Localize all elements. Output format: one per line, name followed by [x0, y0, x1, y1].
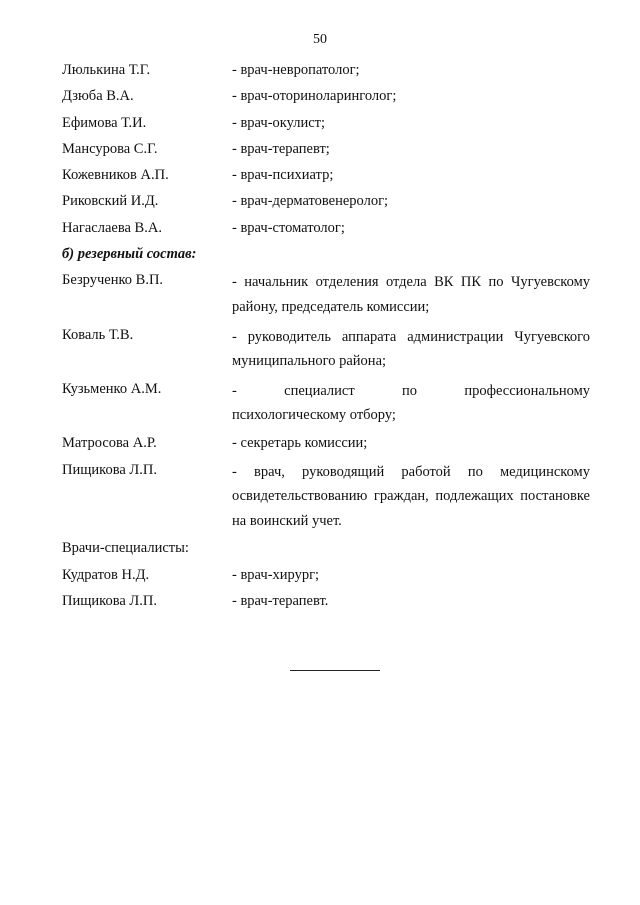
member-role: - секретарь комиссии; — [232, 435, 368, 452]
role-word: специалист — [284, 382, 355, 399]
member-role: - руководитель аппарата администрации Чугуевского муниципального района; — [232, 328, 590, 370]
member-role: - врач-психиатр; — [232, 167, 334, 184]
list-item — [62, 86, 590, 107]
list-item — [62, 165, 590, 186]
main-commission-list — [62, 60, 590, 239]
member-name: Дзюба В.А. — [62, 88, 134, 105]
member-name: Кузьменко А.М. — [62, 380, 162, 397]
list-item — [62, 270, 590, 319]
member-name: Пищикова Л.П. — [62, 592, 157, 609]
list-item — [62, 139, 590, 160]
member-name: Нагаслаева В.А. — [62, 219, 162, 236]
member-role: - начальник отделения отдела ВК ПК по Чугуевскому району, председатель комиссии; — [232, 274, 590, 315]
closing-divider — [290, 670, 380, 671]
member-role: - врач-хирург; — [232, 566, 320, 583]
role-word: - — [232, 382, 237, 399]
member-name: Безрученко В.П. — [62, 272, 164, 289]
role-second-line: психологическому отбору; — [232, 407, 396, 424]
member-name: Мансурова С.Г. — [62, 140, 158, 157]
member-name: Пищикова Л.П. — [62, 461, 157, 478]
member-role: - врач, руководящий работой по медицинскому освидетельствованию граждан, подлежащих постановке на воинский учет. — [232, 463, 590, 529]
member-role: - врач-стоматолог; — [232, 219, 345, 236]
member-role: - врач-терапевт; — [232, 140, 330, 157]
list-item — [62, 113, 590, 134]
specialists-heading: Врачи-специалисты: — [62, 540, 189, 557]
list-item — [62, 591, 590, 612]
list-item — [62, 565, 590, 586]
member-name: Матросова А.Р. — [62, 435, 157, 452]
role-first-line — [232, 379, 590, 404]
member-name: Ефимова Т.И. — [62, 114, 147, 131]
list-item — [62, 325, 590, 374]
role-word: профессиональному — [464, 382, 590, 399]
member-name: Люлькина Т.Г. — [62, 62, 151, 78]
list-item — [62, 60, 590, 81]
member-role — [232, 379, 590, 428]
member-role: - врач-терапевт. — [232, 592, 329, 609]
member-role: - врач-невропатолог; — [232, 62, 360, 78]
member-name: Коваль Т.В. — [62, 326, 134, 343]
reserve-commission-list — [62, 270, 590, 533]
list-item — [62, 433, 590, 454]
specialists-list — [62, 565, 590, 612]
member-name: Кожевников А.П. — [62, 167, 169, 184]
page-number: 50 — [313, 32, 327, 47]
role-word: по — [401, 382, 417, 399]
member-role: - врач-оториноларинголог; — [232, 88, 397, 105]
member-role: - врач-дерматовенеролог; — [232, 193, 389, 210]
member-name: Риковский И.Д. — [62, 193, 159, 210]
reserve-section-heading: б) резервный состав: — [62, 246, 197, 263]
member-name: Кудратов Н.Д. — [62, 566, 150, 583]
member-role: - врач-окулист; — [232, 114, 326, 131]
document-body — [62, 60, 590, 617]
list-item — [62, 379, 590, 428]
list-item — [62, 218, 590, 239]
list-item — [62, 460, 590, 534]
list-item — [62, 191, 590, 212]
